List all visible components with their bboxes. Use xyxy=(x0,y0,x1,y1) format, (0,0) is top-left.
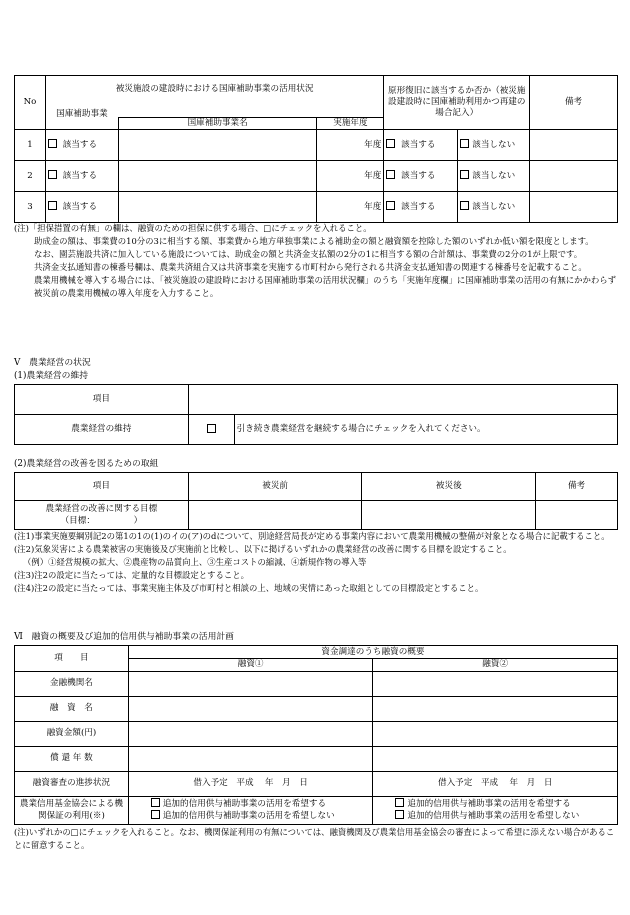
loan2-years-cell[interactable] xyxy=(373,746,618,771)
note-line: 農業用機械を導入する場合には、「被災施設の建設時における国庫補助事業の活用状況欄」のうち「実施年度欄」に国庫補助事業の活用の有無にかかわらず被災前の農業用機械の導入年度を入力すること。 xyxy=(34,275,617,298)
loan1-name-cell[interactable] xyxy=(128,696,373,721)
restore-yes-label: 該当する xyxy=(401,140,436,151)
note-line: 助成金の額は、事業費の10分の3に相当する額、事業費から地方単独事業による補助金の額と融資額を控除した額のいずれか低い額を限度とします。 xyxy=(34,236,594,246)
subsidy-column-header: 国庫補助事業 xyxy=(45,109,118,121)
restore-yes-label: 該当する xyxy=(401,171,436,182)
row-number: 2 xyxy=(15,161,46,192)
subsidy-usage-table xyxy=(14,75,618,223)
item-header: 項目 xyxy=(15,473,189,501)
loan1-nohope-checkbox[interactable] xyxy=(151,810,160,819)
applicable-label: 該当する xyxy=(62,140,98,151)
remarks-cell[interactable] xyxy=(536,501,618,530)
note-line: (注3)注2の設定に当たっては、定量的な目標設定とすること。 xyxy=(14,570,249,580)
year-header: 実施年度 xyxy=(317,118,384,130)
restore-yes-checkbox[interactable] xyxy=(386,201,395,210)
loan1-amount-cell[interactable] xyxy=(128,721,373,746)
restoration-header: 原形復旧に該当するか否か（被災施設建設時に国庫補助利用かつ再建の場合記入） xyxy=(384,76,530,130)
year-cell[interactable]: 年度 xyxy=(317,192,384,223)
note-line: 共済金支払通知書の棟番号欄は、農業共済組合又は共済事業を実施する市町村から発行される共済金支払通知書の関連する棟番号を記載すること。 xyxy=(34,262,587,272)
loan-name-label: 融 資 名 xyxy=(15,696,129,721)
restore-yes-label: 該当する xyxy=(401,202,436,213)
loan1-hope-checkbox[interactable] xyxy=(151,798,160,807)
maintenance-text: 引き続き農業経営を継続する場合にチェックを入れてください。 xyxy=(234,415,617,445)
notes-farm xyxy=(14,530,620,595)
maintenance-checkbox[interactable] xyxy=(207,424,216,433)
repayment-years-label: 償 還 年 数 xyxy=(15,746,129,771)
maintenance-label: 農業経営の維持 xyxy=(15,415,189,445)
no-header: No xyxy=(15,76,46,130)
guarantee-label: 農業信用基金協会による機関保証の利用(※) xyxy=(15,796,129,824)
loan2-name-cell[interactable] xyxy=(373,696,618,721)
subsidy-name-header: 国庫補助事業名 xyxy=(118,118,317,130)
loan1-header: 融資① xyxy=(128,658,373,671)
farm-improvement-table xyxy=(14,472,618,530)
restore-yes-checkbox[interactable] xyxy=(386,170,395,179)
note-line: (注2)気象災害による農業被害の実施後及び実施前と比較し、以下に掲げるいずれかの農業経営の改善に関する目標を設定すること。 xyxy=(14,544,512,554)
farm-maintenance-table xyxy=(14,384,618,445)
section-title: Ⅵ 融資の概要及び追加的信用供与補助事業の活用計画 xyxy=(14,632,234,642)
note-line: (注1)事業実施要綱別記2の第1の1の(1)のイの(ア)のdについて、別途経営局長が定める事業内容において農業用機械の整備が対象となる場合に記載すること。 xyxy=(14,531,610,541)
subsidy-group-header: 被災施設の建設時における国庫補助事業の活用状況 xyxy=(45,76,383,118)
remarks-header: 備考 xyxy=(530,76,618,130)
applicable-checkbox[interactable] xyxy=(48,170,57,179)
restore-no-label: 該当しない xyxy=(472,140,516,151)
restore-no-checkbox[interactable] xyxy=(460,139,469,148)
item-header: 項目 xyxy=(15,385,189,415)
notes-subsidy xyxy=(14,222,620,300)
loan-overview-table xyxy=(14,645,618,825)
loan1-bank-cell[interactable] xyxy=(128,671,373,696)
loan2-plan-date[interactable]: 借入予定 平成 年 月 日 xyxy=(373,771,618,796)
table-row xyxy=(15,192,618,223)
hope-label: 追加的信用供与補助事業の活用を希望する xyxy=(407,799,571,810)
row-number: 1 xyxy=(15,130,46,161)
hope-label: 追加的信用供与補助事業の活用を希望する xyxy=(162,799,327,810)
subsidy-name-cell[interactable] xyxy=(118,192,317,223)
loan2-hope-checkbox[interactable] xyxy=(395,798,404,807)
subsidy-name-cell[interactable] xyxy=(118,161,317,192)
after-header: 被災後 xyxy=(362,473,536,501)
goal-label: 農業経営の改善に関する目標 xyxy=(45,504,158,514)
remarks-cell[interactable] xyxy=(530,161,618,192)
loan2-bank-cell[interactable] xyxy=(373,671,618,696)
note-line: (注)「担保措置の有無」の欄は、融資のための担保に供する場合、□にチェックを入れること。 xyxy=(14,223,372,233)
applicable-checkbox[interactable] xyxy=(48,139,57,148)
table-row xyxy=(15,130,618,161)
subsection-title: (2)農業経営の改善を図るための取組 xyxy=(14,459,159,469)
restore-no-checkbox[interactable] xyxy=(460,201,469,210)
remarks-header: 備考 xyxy=(536,473,618,501)
note-line: なお、園芸施設共済に加入している施設については、助成金の額と共済金支払額の2分の1に相当する額の合計額は、事業費の2分の1が上限です。 xyxy=(34,249,583,259)
loan-group-header: 資金調達のうち融資の概要 xyxy=(128,646,617,659)
goal-input-label[interactable]: （目標： ） xyxy=(60,516,143,526)
nohope-label: 追加的信用供与補助事業の活用を希望しない xyxy=(162,811,335,822)
review-progress-label: 融資審査の進捗状況 xyxy=(15,771,129,796)
loan2-nohope-checkbox[interactable] xyxy=(395,810,404,819)
bank-name-label: 金融機関名 xyxy=(15,671,129,696)
restore-no-label: 該当しない xyxy=(472,171,516,182)
section-title: Ⅴ 農業経営の状況 xyxy=(14,358,91,368)
restore-no-label: 該当しない xyxy=(472,202,516,213)
applicable-label: 該当する xyxy=(62,171,98,182)
note-line: (注)いずれかの□にチェックを入れること。なお、機関保証利用の有無については、融資機関及び農業信用基金協会の審査によって希望に添えない場合があることに留意すること。 xyxy=(14,827,615,850)
notes-loan xyxy=(14,826,620,852)
before-header: 被災前 xyxy=(188,473,362,501)
after-cell[interactable] xyxy=(362,501,536,530)
row-number: 3 xyxy=(15,192,46,223)
applicable-label: 該当する xyxy=(62,202,98,213)
remarks-cell[interactable] xyxy=(530,130,618,161)
nohope-label: 追加的信用供与補助事業の活用を希望しない xyxy=(407,811,580,822)
subsection-title: (1)農業経営の維持 xyxy=(14,371,89,381)
note-line: (注4)注2の設定に当たっては、事業実施主体及び市町村と相談の上、地域の実情にあった取組としての目標設定とすること。 xyxy=(14,583,484,593)
loan1-years-cell[interactable] xyxy=(128,746,373,771)
loan2-header: 融資② xyxy=(373,658,618,671)
applicable-checkbox[interactable] xyxy=(48,201,57,210)
remarks-cell[interactable] xyxy=(530,192,618,223)
restore-yes-checkbox[interactable] xyxy=(386,139,395,148)
note-line: （例）①経営規模の拡大、②農産物の品質向上、③生産コストの縮減、④新規作物の導入等 xyxy=(23,557,367,567)
before-cell[interactable] xyxy=(188,501,362,530)
loan1-plan-date[interactable]: 借入予定 平成 年 月 日 xyxy=(128,771,373,796)
year-cell[interactable]: 年度 xyxy=(317,130,384,161)
table-row xyxy=(15,161,618,192)
loan2-amount-cell[interactable] xyxy=(373,721,618,746)
item-header: 項 目 xyxy=(15,646,129,672)
loan-amount-label: 融資金額(円) xyxy=(15,721,129,746)
year-cell[interactable]: 年度 xyxy=(317,161,384,192)
empty-header xyxy=(188,385,617,415)
restore-no-checkbox[interactable] xyxy=(460,170,469,179)
subsidy-name-cell[interactable] xyxy=(118,130,317,161)
